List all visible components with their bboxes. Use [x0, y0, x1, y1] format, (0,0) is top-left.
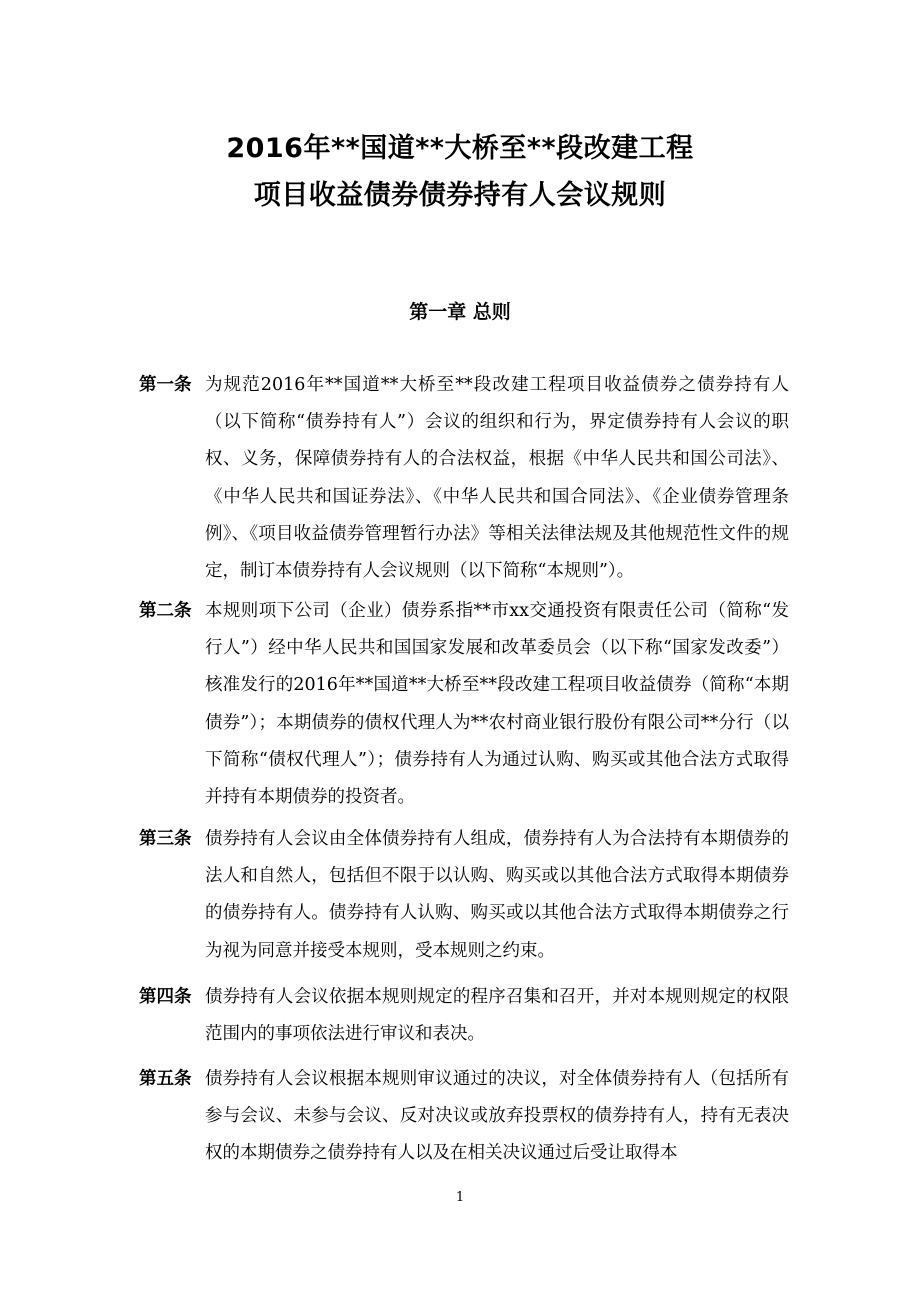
chapter-heading: 第一章 总则 — [409, 301, 511, 323]
article-2-text: 本规则项下公司（企业）债券系指**市xx交通投资有限责任公司（简称“发行人”）经中华人民共和国国家发展和改革委员会（以下称“国家发改委”）核准发行的2016年**国道**大桥至**段改建工程项目收益债券（简称“本期债券”）；本期债券的债权代理人为**农村商业银行股份有限公司**分行（以下简称“债权代理人”）；债券持有人为通过认购、购买或其他合法方式取得并持有本期债券的投资者。 — [205, 601, 789, 808]
article-3-text: 债券持有人会议由全体债券持有人组成，债券持有人为合法持有本期债券的法人和自然人，包括但不限于以认购、购买或以其他合法方式取得本期债券的债券持有人。债券持有人认购、购买或以其他合法方式取得本期债券之行为视为同意并接受本规则，受本规则之约束。 — [205, 829, 789, 961]
article-5-label: 第五条 — [139, 1069, 192, 1089]
article-5-text: 债券持有人会议根据本规则审议通过的决议，对全体债券持有人（包括所有参与会议、未参与会议、反对决议或放弃投票权的债券持有人，持有无表决权的本期债券之债券持有人以及在相关决议通过后受让取得本 — [205, 1069, 789, 1164]
article-3 — [139, 821, 789, 970]
article-1-label: 第一条 — [139, 375, 192, 395]
article-2 — [139, 593, 789, 816]
article-4-text: 债券持有人会议依据本规则规定的程序召集和召开，并对本规则规定的权限范围内的事项依法进行审议和表决。 — [205, 987, 789, 1045]
page-number: 1 — [455, 1190, 465, 1205]
article-1-text: 为规范2016年**国道**大桥至**段改建工程项目收益债券之债券持有人（以下简称“债券持有人”）会议的组织和行为，界定债券持有人会议的职权、义务，保障债券持有人的合法权益，根据《中华人民共和国公司法》、《中华人民共和国证券法》、《中华人民共和国合同法》、《企业债券管理条例》、《项目收益债券管理暂行办法》等相关法律法规及其他规范性文件的规定，制订本债券持有人会议规则（以下简称“本规则”）。 — [205, 375, 789, 582]
article-3-label: 第三条 — [139, 829, 192, 849]
document-title-line-1: 2016年**国道**大桥至**段改建工程 — [226, 133, 694, 164]
article-4 — [139, 979, 789, 1053]
document-title-line-2: 项目收益债券债券持有人会议规则 — [253, 180, 667, 211]
article-2-label: 第二条 — [139, 601, 192, 621]
article-5 — [139, 1061, 789, 1173]
article-4-label: 第四条 — [139, 987, 192, 1007]
article-1 — [139, 367, 789, 590]
